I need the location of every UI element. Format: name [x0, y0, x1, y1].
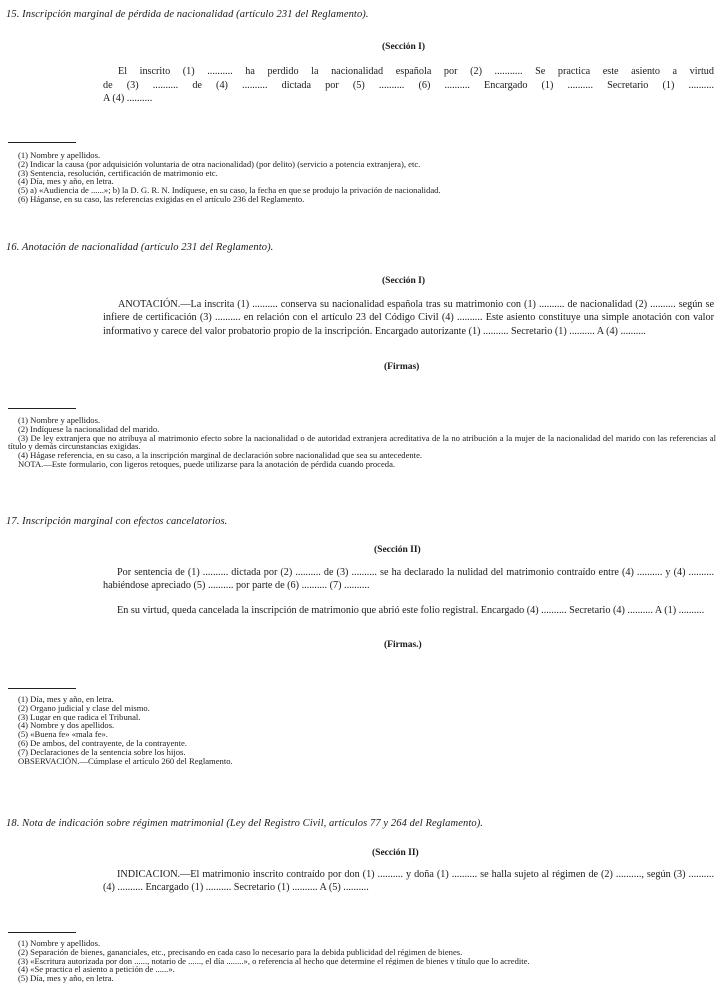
footnote-note: NOTA.—Este formulario, con ligeros retoques, puede utilizarse para la anotación de pérdida cuando proceda.	[18, 459, 396, 469]
body-16: ANOTACIÓN.—La inscrita (1) .......... conserva su nacionalidad española tras su matrimonio con (1) .......... de nacionalidad (2) .......... según se infiere de certificación (3) .......... en relación con el artículo 23 del Código Civil (4) .......... Este asiento constituye una simple anotación con valor informativo y carece del valor probatorio propio de la inscripción. Encargado autorizante (1) .......... Secretario (1) .......... A (4) ..........	[103, 299, 714, 337]
footnote: (5) a) «Audiencia de ......»; b) la D. G. R. N. Indíquese, en su caso, la fecha en que se produjo la privación de nacionalidad.	[18, 186, 441, 195]
footnote: (3) Sentencia, resolución, certificación de matrimonio etc.	[18, 168, 218, 178]
footnote: (4) Hágase referencia, en su caso, a la inscripción marginal de declaración sobre nacionalidad que sea su antecedente.	[18, 451, 423, 460]
footnote-rule-17	[8, 688, 76, 689]
heading-16: 16. Anotación de nacionalidad (artículo 231 del Reglamento).	[6, 242, 274, 253]
footnote: (1) Nombre y apellidos.	[18, 416, 101, 425]
footnote: (1) Día, mes y año, en letra.	[18, 695, 114, 704]
body-17-paragraph-1: Por sentencia de (1) .......... dictada por (2) .......... de (3) .......... se ha declarado la nulidad del matrimonio contraído entre (4) .......... y (4) .......... habiéndose apreciado (5) .......... por parte de (6) .......... (7) ..........	[103, 567, 714, 592]
firmas-17: (Firmas.)	[384, 640, 422, 650]
footnote: (7) Declaraciones de la sentencia sobre los hijos.	[18, 747, 186, 757]
heading-18: 18. Nota de indicación sobre régimen matrimonial (Ley del Registro Civil, artículos 77 y 264 del Reglamento).	[6, 818, 484, 829]
footnotes-16	[8, 416, 716, 469]
firmas-16: (Firmas)	[384, 362, 420, 372]
footnote: (3) De ley extranjera que no atribuya al matrimonio efecto sobre la nacionalidad o de autoridad extranjera acreditativa de la no atribución a la mujer de la nacionalidad del marido con las referencias al título y demás circunstancias exigidas.	[8, 433, 716, 452]
body-15-line-3: A (4) ..........	[103, 93, 153, 104]
footnotes-15	[8, 151, 716, 204]
footnote-rule-16	[8, 408, 76, 409]
section-label-18: (Sección II)	[372, 848, 419, 858]
section-label-17: (Sección II)	[374, 545, 421, 555]
heading-15: 15. Inscripción marginal de pérdida de nacionalidad (artículo 231 del Reglamento).	[6, 9, 369, 20]
footnote: (3) Lugar en que radica el Tribunal.	[18, 712, 141, 722]
footnote: (2) Indicar la causa (por adquisición voluntaria de otra nacionalidad) (por delito) (servicio a potencia extranjera), etc.	[18, 159, 421, 169]
section-label-15: (Sección I)	[382, 42, 426, 52]
footnote: (6) De ambos, del contrayente, de la contrayente.	[18, 738, 187, 748]
footnote: (2) Organo judicial y clase del mismo.	[18, 703, 150, 713]
body-15-line-2: de (3) .......... de (4) .......... dictada por (5) .......... (6) .......... Encargado (1) .......... Secretario (1) ..........	[103, 80, 714, 91]
footnote: (1) Nombre y apellidos.	[18, 939, 101, 948]
section-label-16: (Sección I)	[382, 276, 426, 286]
footnote: (5) Día, mes y año, en letra.	[18, 974, 114, 983]
body-15-line-1: El inscrito (1) .......... ha perdido la nacionalidad española por (2) ........... Se practica este asiento a virtud	[118, 66, 714, 77]
footnote: (4) Día, mes y año, en letra.	[18, 177, 114, 187]
footnote-observation: OBSERVACIÓN.—Cúmplase el artículo 260 del Reglamento.	[18, 756, 233, 766]
body-18: INDICACION.—El matrimonio inscrito contraído por don (1) .......... y doña (1) .......... se halla sujeto al régimen de (2) .........., según (3) .......... (4) .......... Encargado (1) .......... Secretario (1) .......... A (5) ..........	[103, 869, 714, 894]
footnote: (6) Háganse, en su caso, las referencias exigidas en el artículo 236 del Reglamento.	[18, 194, 305, 204]
footnote: (4) Nombre y dos apellidos.	[18, 721, 115, 731]
footnote: (2) Indíquese la nacionalidad del marido.	[18, 424, 160, 434]
footnote: (5) «Buena fe» «mala fe».	[18, 730, 108, 739]
heading-17: 17. Inscripción marginal con efectos cancelatorios.	[6, 516, 228, 527]
footnotes-18	[8, 939, 716, 983]
body-17-paragraph-2: En su virtud, queda cancelada la inscripción de matrimonio que abrió este folio registral. Encargado (4) .......... Secretario (4) .......... A (1) ..........	[117, 605, 705, 616]
footnote: (1) Nombre y apellidos.	[18, 151, 101, 160]
footnote: (2) Separación de bienes, gananciales, etc., precisando en cada caso lo necesario para la debida publicidad del régimen de bienes.	[18, 947, 463, 957]
footnote: (4) «Se practica el asiento a petición de ......».	[18, 965, 175, 975]
footnote-rule-15	[8, 142, 76, 143]
footnote-rule-18	[8, 932, 76, 933]
footnote: (3) «Escritura autorizada por don ......, notario de ......, el día ........», o referencia al hecho que determine el régimen de bienes y título que lo acredite.	[18, 956, 530, 966]
footnotes-17	[8, 695, 716, 765]
